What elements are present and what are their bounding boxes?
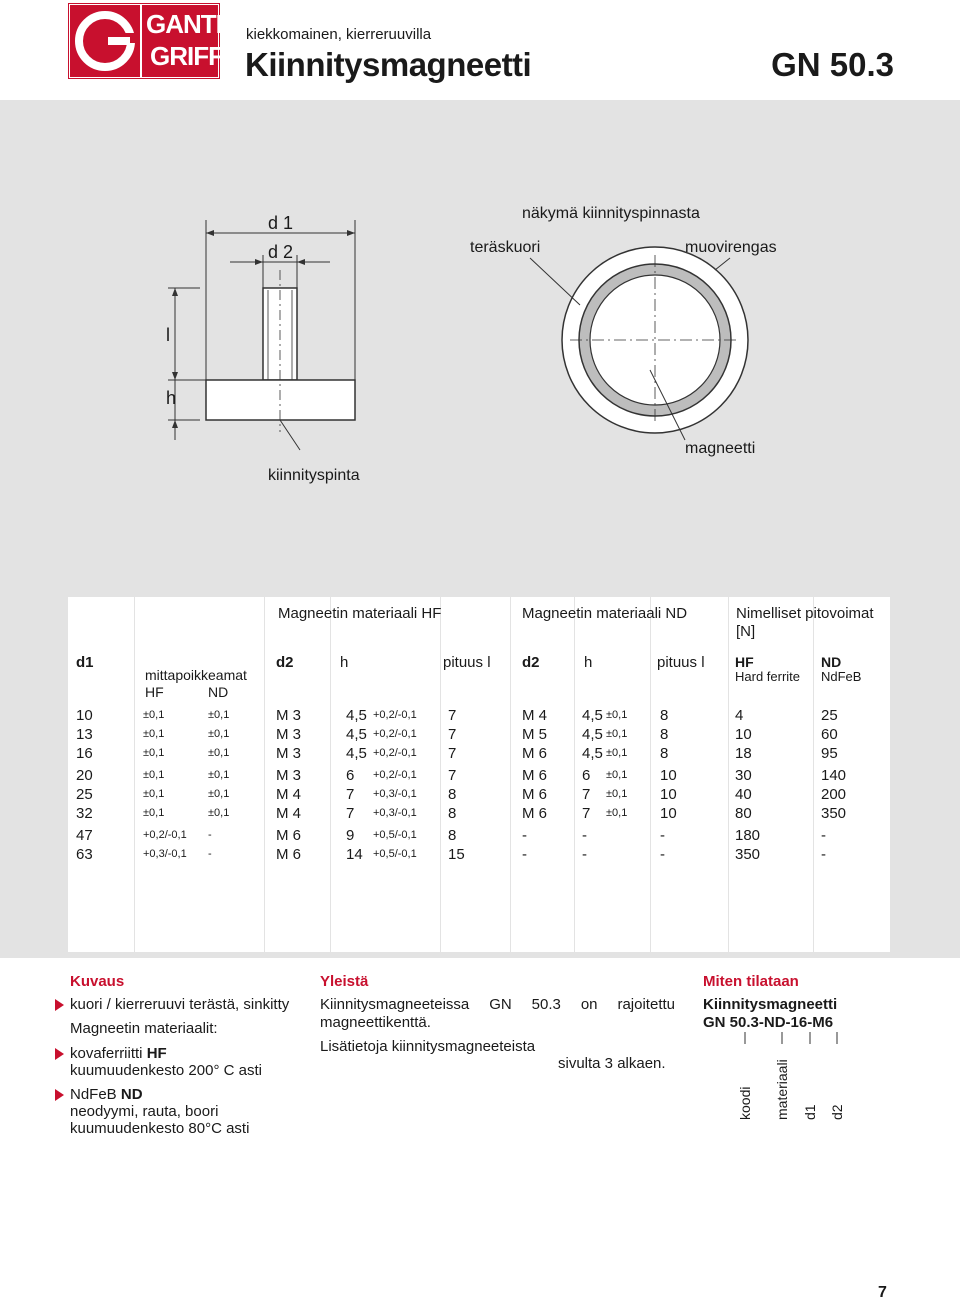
table-cell: M 3 — [276, 726, 302, 743]
table-cell: 10 — [76, 707, 93, 724]
logo-text-griff: GRIFF — [150, 41, 223, 71]
tilaus-label-d2: d2 — [829, 1104, 845, 1120]
table-cell: 10 — [660, 786, 677, 803]
table-cell: 32 — [76, 805, 93, 822]
table-cell: ±0,1 — [606, 747, 628, 759]
col-header-tol-nd: ND — [208, 684, 229, 700]
table-cell: 15 — [448, 846, 465, 863]
table-cell: M 6 — [522, 805, 548, 822]
table-cell: M 6 — [522, 767, 548, 784]
table-cell: +0,2/-0,1 — [373, 728, 417, 740]
table-cell: 200 — [821, 786, 847, 803]
table-cell: 9 — [346, 827, 355, 844]
label-magneetti: magneetti — [685, 440, 756, 457]
table-cell: - — [821, 827, 826, 844]
tilaus-title: Miten tilataan — [703, 973, 799, 990]
kuvaus-b3-code: ND — [120, 1086, 143, 1103]
table-cell: - — [522, 846, 527, 863]
table-divider — [510, 597, 511, 952]
label-view-title: näkymä kiinnityspinnasta — [522, 205, 700, 222]
tilaus-label-koodi: koodi — [737, 1086, 753, 1120]
group-header-hf: Magneetin materiaali HF — [278, 605, 442, 622]
table-cell: ±0,1 — [208, 747, 230, 759]
col-header-force-nd: ND — [821, 654, 842, 670]
table-cell: ±0,1 — [606, 728, 628, 740]
table-cell: ±0,1 — [143, 709, 165, 721]
col-header-d2-nd: d2 — [522, 654, 540, 671]
bullet-arrow-icon — [55, 1089, 64, 1101]
table-cell: ±0,1 — [606, 807, 628, 819]
table-cell: M 3 — [276, 707, 302, 724]
kuvaus-b1-text: kuori / kierreruuvi terästä, sinkitty — [70, 996, 290, 1013]
table-cell: +0,5/-0,1 — [373, 829, 417, 841]
yleista-p1: Kiinnitysmagneeteissa GN 50.3 on rajoitettu magneettikenttä. — [320, 996, 675, 1031]
table-cell: 4 — [735, 707, 744, 724]
table-cell: +0,2/-0,1 — [143, 829, 187, 841]
kuvaus-bullet-1 — [55, 996, 289, 1013]
table-cell: 350 — [735, 846, 761, 863]
table-cell: ±0,1 — [143, 747, 165, 759]
table-cell: 7 — [448, 745, 457, 762]
table-cell: 7 — [582, 786, 591, 803]
table-divider — [264, 597, 265, 952]
table-cell: M 6 — [276, 846, 302, 863]
table-cell: ±0,1 — [208, 728, 230, 740]
kuvaus-bullet-2 — [55, 1045, 167, 1062]
table-cell: 4,5 — [346, 726, 367, 743]
kuvaus-b2-code: HF — [146, 1045, 167, 1062]
table-cell: 14 — [346, 846, 363, 863]
col-header-h-hf: h — [340, 654, 349, 671]
table-cell: +0,2/-0,1 — [373, 709, 417, 721]
table-cell: 10 — [735, 726, 752, 743]
dim-d1-label: d 1 — [268, 213, 294, 233]
table-cell: 6 — [582, 767, 591, 784]
label-kiinnityspinta: kiinnityspinta — [268, 467, 360, 484]
tilaus-label-materiaali: materiaali — [774, 1059, 790, 1120]
yleista-title: Yleistä — [320, 973, 369, 990]
table-cell: 63 — [76, 846, 93, 863]
kuvaus-b3-heat: kuumuudenkesto 80°C asti — [70, 1120, 250, 1137]
table-cell: 8 — [448, 786, 457, 803]
tilaus-label-d1: d1 — [802, 1104, 818, 1120]
table-cell: +0,3/-0,1 — [143, 848, 187, 860]
table-divider — [650, 597, 651, 952]
table-cell: 20 — [76, 767, 93, 784]
table-cell: - — [522, 827, 527, 844]
table-cell: 4,5 — [582, 745, 603, 762]
table-cell: ±0,1 — [606, 788, 628, 800]
table-divider — [330, 597, 331, 952]
table-cell: 18 — [735, 745, 752, 762]
table-cell: 7 — [582, 805, 591, 822]
table-cell: 4,5 — [582, 707, 603, 724]
table-cell: M 3 — [276, 745, 302, 762]
table-cell: 80 — [735, 805, 752, 822]
table-cell: ±0,1 — [143, 728, 165, 740]
table-cell: M 4 — [276, 786, 302, 803]
dim-l-label: l — [166, 325, 170, 345]
table-cell: 47 — [76, 827, 93, 844]
table-cell: 180 — [735, 827, 761, 844]
table-divider — [813, 597, 814, 952]
table-cell: 8 — [660, 745, 669, 762]
col-header-tol-hf: HF — [145, 684, 164, 700]
table-cell: +0,2/-0,1 — [373, 747, 417, 759]
col-header-force-nd-sub: NdFeB — [821, 669, 862, 684]
table-cell: - — [660, 827, 665, 844]
table-cell: 16 — [76, 745, 93, 762]
table-cell: - — [660, 846, 665, 863]
group-header-nd: Magneetin materiaali ND — [522, 605, 688, 622]
col-header-pituus-nd: pituus l — [657, 654, 705, 671]
logo-text-ganter: GANTER — [146, 9, 250, 39]
col-header-tolerance: mittapoikkeamat — [145, 667, 247, 683]
table-cell: ±0,1 — [208, 807, 230, 819]
table-cell: 95 — [821, 745, 838, 762]
table-cell: 4,5 — [582, 726, 603, 743]
dim-d2-label: d 2 — [268, 242, 294, 262]
table-cell: 25 — [76, 786, 93, 803]
table-cell: 7 — [346, 786, 355, 803]
table-cell: ±0,1 — [208, 709, 230, 721]
table-cell: 7 — [448, 707, 457, 724]
table-cell: M 6 — [276, 827, 302, 844]
table-cell: 8 — [660, 707, 669, 724]
table-cell: 25 — [821, 707, 838, 724]
table-cell: 7 — [448, 726, 457, 743]
dim-h-label: h — [166, 388, 177, 408]
table-cell: +0,3/-0,1 — [373, 807, 417, 819]
page-number: 7 — [878, 1284, 887, 1301]
table-cell: 6 — [346, 767, 355, 784]
table-cell: - — [582, 846, 587, 863]
ganter-logo — [68, 3, 250, 79]
table-divider — [134, 597, 135, 952]
table-cell: 8 — [660, 726, 669, 743]
kuvaus-bullet-3 — [55, 1086, 143, 1103]
col-header-h-nd: h — [584, 654, 593, 671]
table-cell: - — [821, 846, 826, 863]
dimension-table — [68, 597, 890, 952]
table-cell: 30 — [735, 767, 752, 784]
col-header-d1: d1 — [76, 654, 94, 671]
table-cell: 13 — [76, 726, 93, 743]
yleista-p2: Lisätietoja kiinnitysmagneeteista — [320, 1038, 536, 1055]
table-divider — [728, 597, 729, 952]
table-cell: 10 — [660, 805, 677, 822]
table-cell: M 6 — [522, 786, 548, 803]
order-code-leaders — [700, 1032, 850, 1052]
tilaus-product: Kiinnitysmagneetti — [703, 996, 838, 1013]
table-cell: - — [208, 848, 212, 860]
col-header-force-hf: HF — [735, 654, 754, 670]
label-teraskuori: teräskuori — [470, 239, 541, 256]
table-cell: 60 — [821, 726, 838, 743]
kuvaus-b3-text: NdFeB — [70, 1086, 121, 1103]
col-header-pituus-hf: pituus l — [443, 654, 491, 671]
kuvaus-materials: Magneetin materiaalit: — [70, 1020, 218, 1037]
table-cell: +0,2/-0,1 — [373, 769, 417, 781]
table-cell: 7 — [346, 805, 355, 822]
table-cell: M 3 — [276, 767, 302, 784]
table-cell: ±0,1 — [606, 769, 628, 781]
table-cell: 4,5 — [346, 707, 367, 724]
table-cell: 7 — [448, 767, 457, 784]
table-divider — [574, 597, 575, 952]
group-header-force: Nimelliset pitovoimat [N] — [736, 605, 874, 640]
table-cell: ±0,1 — [606, 709, 628, 721]
table-cell: 8 — [448, 805, 457, 822]
table-cell: - — [582, 827, 587, 844]
col-header-d2-hf: d2 — [276, 654, 294, 671]
table-cell: ±0,1 — [143, 807, 165, 819]
kuvaus-b2-heat: kuumuudenkesto 200° C asti — [70, 1062, 262, 1079]
table-cell: 4,5 — [346, 745, 367, 762]
page-subtitle: kiekkomainen, kierreruuvilla — [246, 26, 432, 43]
kuvaus-b2-text: kovaferriitti — [70, 1045, 147, 1062]
table-cell: 8 — [448, 827, 457, 844]
table-cell: M 4 — [276, 805, 302, 822]
table-cell: +0,3/-0,1 — [373, 788, 417, 800]
col-header-force-hf-sub: Hard ferrite — [735, 669, 801, 684]
table-cell: M 4 — [522, 707, 548, 724]
tilaus-code: GN 50.3-ND-16-M6 — [703, 1014, 834, 1031]
label-muovirengas: muovirengas — [685, 239, 777, 256]
kuvaus-b3-material: neodyymi, rauta, boori — [70, 1103, 219, 1120]
table-cell: 10 — [660, 767, 677, 784]
bullet-arrow-icon — [55, 999, 64, 1011]
page-title: Kiinnitysmagneetti — [245, 46, 532, 83]
table-cell: M 5 — [522, 726, 548, 743]
table-cell: +0,5/-0,1 — [373, 848, 417, 860]
table-cell: ±0,1 — [143, 788, 165, 800]
table-cell: 350 — [821, 805, 847, 822]
table-cell: ±0,1 — [208, 788, 230, 800]
bullet-arrow-icon — [55, 1048, 64, 1060]
table-cell: 40 — [735, 786, 752, 803]
yleista-p3: sivulta 3 alkaen. — [558, 1055, 666, 1072]
table-cell: 140 — [821, 767, 847, 784]
table-divider — [440, 597, 441, 952]
product-code: GN 50.3 — [771, 46, 894, 83]
table-cell: ±0,1 — [208, 769, 230, 781]
table-cell: M 6 — [522, 745, 548, 762]
kuvaus-title: Kuvaus — [70, 973, 125, 990]
table-cell: ±0,1 — [143, 769, 165, 781]
table-cell: - — [208, 829, 212, 841]
